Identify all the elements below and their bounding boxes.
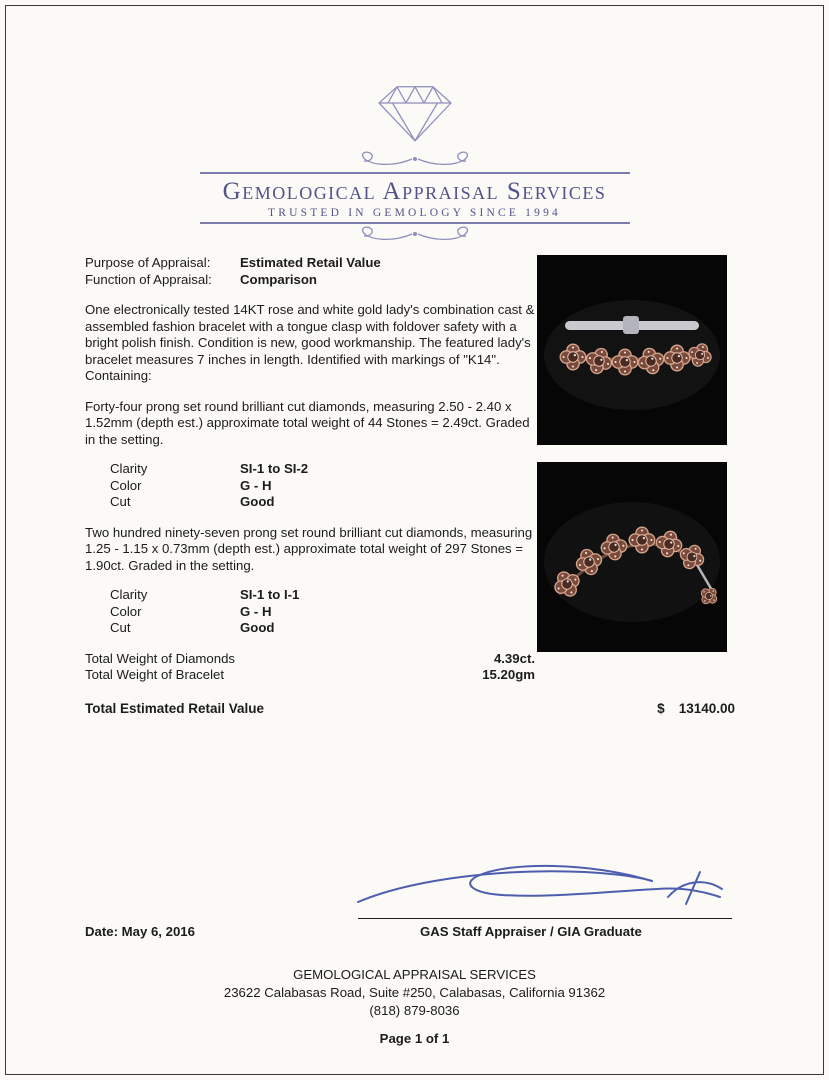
- footer-company: GEMOLOGICAL APPRAISAL SERVICES: [293, 967, 536, 982]
- total-weight-bracelet-row: [85, 667, 535, 684]
- brand-title: Gemological Appraisal Services: [222, 178, 607, 205]
- bracelet-photo-top-image: [537, 255, 727, 445]
- function-row: [85, 272, 535, 289]
- bracelet-photo-top: [537, 255, 727, 445]
- footer-phone: (818) 879-8036: [369, 1003, 460, 1018]
- total-label: Total Weight of Diamonds: [85, 650, 236, 666]
- signature-handwriting: [350, 850, 740, 918]
- diamond-group-1-description: Forty-four prong set round brilliant cut diamonds, measuring 2.50 - 2.40 x 1.52mm (depth est.) approximate total weight of 44 Stones = 2.49ct. Graded in the setting.: [85, 398, 530, 447]
- brand-tagline: TRUSTED IN GEMOLOGY SINCE 1994: [268, 207, 561, 219]
- bracelet-photo-bottom-image: [537, 462, 727, 652]
- grade-value: G - H: [240, 477, 272, 493]
- function-label: Function of Appraisal:: [85, 271, 212, 287]
- item-description: One electronically tested 14KT rose and white gold lady's combination cast & assembled fashion bracelet with a tongue clasp with foldover safety with a bright polish finish. Condition is new, good workmanship. The featured lady's bracelet measures 7 inches in length. Identified with markings of "K14". Containing:: [85, 302, 535, 383]
- total-value: 4.39ct.: [493, 650, 535, 666]
- retail-amount: [657, 701, 735, 718]
- retail-value: 13140.00: [678, 700, 735, 716]
- grade-label: Color: [110, 477, 142, 493]
- grade-value: Good: [240, 494, 275, 509]
- total-label: Total Weight of Bracelet: [85, 667, 225, 682]
- grade-label: Cut: [110, 620, 131, 635]
- flourish-icon: [320, 226, 510, 246]
- grade-label: Color: [110, 603, 142, 619]
- purpose-value: Estimated Retail Value: [240, 255, 381, 270]
- currency-symbol: $: [657, 700, 665, 716]
- purpose-row: [85, 255, 535, 272]
- header-divider-bottom: [200, 222, 630, 224]
- grade-value: G - H: [240, 603, 272, 619]
- grade-value: SI-1 to I-1: [240, 587, 300, 602]
- grade-label: Cut: [110, 494, 131, 509]
- totals-section: [85, 651, 735, 684]
- appraiser-title-label: GAS Staff Appraiser / GIA Graduate: [420, 924, 642, 939]
- footer: [0, 966, 829, 1048]
- page-number: Page 1 of 1: [379, 1031, 450, 1046]
- diamond-logo-icon: [340, 76, 490, 148]
- total-value: 15.20gm: [482, 667, 535, 682]
- footer-address: 23622 Calabasas Road, Suite #250, Calabasas, California 91362: [223, 985, 606, 1000]
- signature-line: [358, 918, 732, 919]
- flourish-icon: [320, 149, 510, 169]
- diamond-group-2-description: Two hundred ninety-seven prong set round brilliant cut diamonds, measuring 1.25 - 1.15 x 0.73mm (depth est.) approximate total weight of 297 Stones = 1.90ct. Graded in the setting.: [85, 524, 533, 573]
- retail-label: Total Estimated Retail Value: [85, 700, 265, 716]
- header: [0, 0, 829, 246]
- total-weight-diamonds-row: [85, 651, 535, 668]
- grade-value: SI-1 to SI-2: [240, 461, 309, 476]
- purpose-label: Purpose of Appraisal:: [85, 255, 211, 270]
- header-divider-top: [200, 172, 630, 174]
- bracelet-photo-bottom: [537, 462, 727, 652]
- grade-value: Good: [240, 620, 275, 635]
- date-label: Date: May 6, 2016: [85, 924, 195, 939]
- total-estimated-retail-value-row: [85, 701, 735, 718]
- grade-label: Clarity: [110, 587, 148, 602]
- function-value: Comparison: [240, 271, 317, 287]
- grade-label: Clarity: [110, 461, 148, 476]
